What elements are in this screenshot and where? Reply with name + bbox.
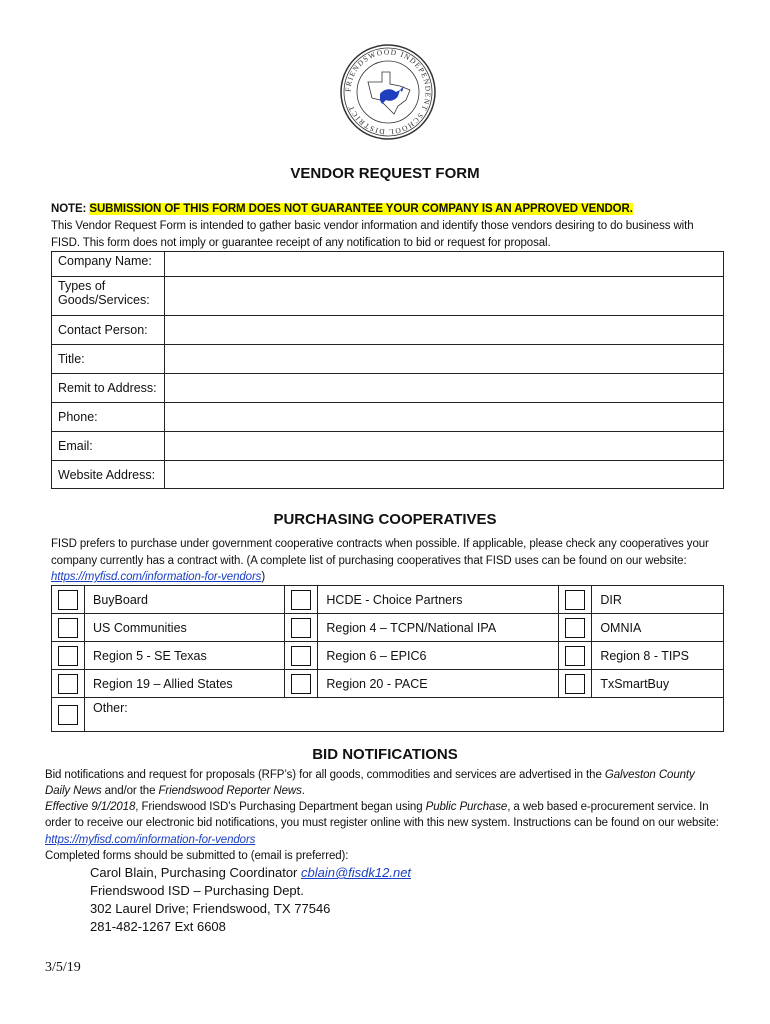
checkbox-cell	[559, 586, 592, 614]
checkbox[interactable]	[291, 674, 311, 694]
bid-paragraph-1a	[45, 767, 695, 783]
district-seal-logo	[338, 42, 438, 142]
field-label: Company Name:	[52, 252, 165, 277]
checkbox-cell	[285, 614, 318, 642]
coop-label: TxSmartBuy	[592, 670, 724, 698]
text: Friendswood Reporter News	[158, 785, 302, 797]
table-row	[52, 277, 724, 316]
checkbox[interactable]	[291, 618, 311, 638]
form-title: VENDOR REQUEST FORM	[290, 165, 480, 182]
title-field[interactable]	[165, 345, 724, 374]
checkbox[interactable]	[58, 646, 78, 666]
coop-label: HCDE - Choice Partners	[318, 586, 559, 614]
table-row	[52, 252, 724, 277]
note-highlight: SUBMISSION OF THIS FORM DOES NOT GUARANTEE YOUR COMPANY IS AN APPROVED VENDOR.	[89, 203, 633, 215]
checkbox-cell	[559, 670, 592, 698]
contact-address: 302 Laurel Drive; Friendswood, TX 77546	[90, 901, 331, 916]
note-line	[51, 201, 633, 217]
text: Daily News	[45, 785, 102, 797]
coop-label: Region 8 - TIPS	[592, 642, 724, 670]
text: Galveston County	[604, 769, 695, 781]
note-label: NOTE:	[51, 203, 87, 215]
checkbox[interactable]	[565, 590, 585, 610]
text: , a web based e-procurement service. In	[507, 801, 709, 813]
checkbox-cell	[52, 670, 85, 698]
contact-org: Friendswood ISD – Purchasing Dept.	[90, 883, 304, 898]
table-row	[52, 345, 724, 374]
website-field[interactable]	[165, 461, 724, 489]
checkbox[interactable]	[58, 674, 78, 694]
checkbox[interactable]	[58, 705, 78, 725]
checkbox[interactable]	[565, 618, 585, 638]
bid-paragraph-1b	[45, 783, 305, 799]
contact-phone: 281-482-1267 Ext 6608	[90, 919, 226, 934]
coop-label: Region 19 – Allied States	[85, 670, 285, 698]
text: , Friendswood ISD’s Purchasing Department began using	[135, 801, 426, 813]
coop-label: Region 4 – TCPN/National IPA	[318, 614, 559, 642]
vendor-info-link[interactable]: https://myfisd.com/information-for-vendors	[51, 571, 262, 583]
checkbox[interactable]	[291, 646, 311, 666]
company-name-field[interactable]	[165, 252, 724, 277]
checkbox[interactable]	[58, 590, 78, 610]
table-row	[52, 316, 724, 345]
contact-email-link[interactable]: cblain@fisdk12.net	[301, 865, 412, 880]
bid-heading: BID NOTIFICATIONS	[312, 746, 458, 763]
table-row	[52, 614, 724, 642]
table-row	[52, 403, 724, 432]
contact-name-line	[90, 864, 411, 882]
coop-link-line	[51, 569, 265, 585]
coop-description-1: FISD prefers to purchase under government cooperative contracts when possible. If applicable, please check any cooperatives your	[51, 538, 709, 550]
checkbox[interactable]	[58, 618, 78, 638]
checkbox-cell	[285, 642, 318, 670]
text: and/or the	[101, 785, 159, 797]
coop-label: BuyBoard	[85, 586, 285, 614]
text: Effective 9/1/2018	[45, 801, 136, 813]
checkbox-cell	[52, 698, 85, 732]
coop-label: Region 5 - SE Texas	[85, 642, 285, 670]
field-label: Website Address:	[52, 461, 165, 489]
table-row	[52, 670, 724, 698]
checkbox-cell	[52, 586, 85, 614]
note-description-2: FISD. This form does not imply or guarantee receipt of any notification to bid or request for proposal.	[51, 237, 551, 249]
table-row	[52, 432, 724, 461]
coop-label: OMNIA	[592, 614, 724, 642]
checkbox[interactable]	[565, 674, 585, 694]
checkbox-cell	[559, 614, 592, 642]
coop-heading: PURCHASING COOPERATIVES	[273, 511, 497, 528]
checkbox-cell	[285, 586, 318, 614]
coop-label: Region 20 - PACE	[318, 670, 559, 698]
vendor-info-table	[51, 251, 724, 489]
email-field[interactable]	[165, 432, 724, 461]
goods-services-field[interactable]	[165, 277, 724, 316]
checkbox[interactable]	[291, 590, 311, 610]
text: Bid notifications and request for proposals (RFP’s) for all goods, commodities and services are advertised in the	[45, 769, 605, 781]
seal-text: FRIENDSWOOD INDEPENDENT SCHOOL DISTRICT	[343, 47, 433, 137]
checkbox-cell	[285, 670, 318, 698]
submit-instructions: Completed forms should be submitted to (email is preferred):	[45, 850, 349, 862]
bid-link-line	[45, 832, 255, 848]
field-label: Types of Goods/Services:	[52, 277, 165, 316]
note-description-1: This Vendor Request Form is intended to gather basic vendor information and identify those vendors desiring to do business with	[51, 220, 694, 232]
coop-label: Region 6 – EPIC6	[318, 642, 559, 670]
form-date: 3/5/19	[45, 960, 81, 975]
contact-person-field[interactable]	[165, 316, 724, 345]
remit-address-field[interactable]	[165, 374, 724, 403]
field-label: Phone:	[52, 403, 165, 432]
link-close: )	[261, 571, 266, 583]
field-label: Remit to Address:	[52, 374, 165, 403]
field-label: Title:	[52, 345, 165, 374]
coop-label: DIR	[592, 586, 724, 614]
vendor-info-link[interactable]: https://myfisd.com/information-for-vendors	[45, 834, 256, 846]
table-row	[52, 374, 724, 403]
checkbox[interactable]	[565, 646, 585, 666]
checkbox-cell	[559, 642, 592, 670]
other-field[interactable]	[85, 698, 724, 732]
phone-field[interactable]	[165, 403, 724, 432]
table-row	[52, 698, 724, 732]
field-label: Contact Person:	[52, 316, 165, 345]
bid-paragraph-2a	[45, 799, 709, 815]
checkbox-cell	[52, 614, 85, 642]
table-row	[52, 642, 724, 670]
cooperatives-table	[51, 585, 724, 732]
bid-paragraph-2b: order to receive our electronic bid notifications, you must register online with this new system. Instructions can be found on our website:	[45, 817, 719, 829]
checkbox-cell	[52, 642, 85, 670]
field-label: Email:	[52, 432, 165, 461]
text: .	[301, 785, 305, 797]
table-row	[52, 586, 724, 614]
contact-name: Carol Blain, Purchasing Coordinator	[90, 865, 301, 880]
other-label: Other:	[93, 701, 128, 715]
table-row	[52, 461, 724, 489]
coop-label: US Communities	[85, 614, 285, 642]
text: Public Purchase	[425, 801, 508, 813]
coop-description-2: company currently has a contract with. (A complete list of purchasing cooperatives that FISD uses can be found on our website:	[51, 555, 687, 567]
